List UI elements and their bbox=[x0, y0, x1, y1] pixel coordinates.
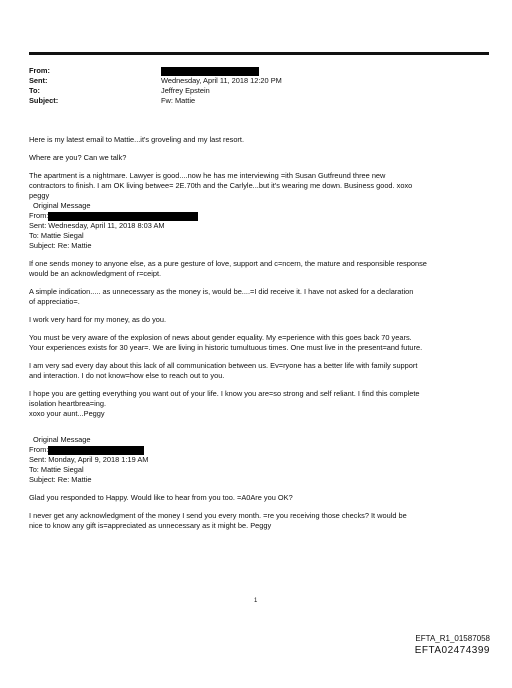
original-subject: Subject: Re: Mattie bbox=[29, 475, 92, 484]
body-line: The apartment is a nightmare. Lawyer is good....now he has me interviewing =ith Susan Gutfreund three new bbox=[29, 171, 386, 180]
body-paragraph: Where are you? Can we talk? bbox=[29, 153, 127, 162]
subject-label: Subject: bbox=[29, 96, 59, 105]
body-line: A simple indication..... as unnecessary as the money is, would be....=I did receive it. I have not asked for a declaration bbox=[29, 287, 414, 296]
original-subject: Subject: Re: Mattie bbox=[29, 241, 92, 250]
body-line: and interaction. I do not know=how else to reach out to you. bbox=[29, 371, 225, 380]
original-from-label: From: bbox=[29, 445, 49, 454]
body-line: nice to know any gift is=appreciated as unnecessary as it might be. Peggy bbox=[29, 521, 272, 530]
page-number: 1 bbox=[254, 598, 258, 604]
body-line: Your experiences exists for 30 year=. We are living in historic tumultuous times. One must live in the present=and future. bbox=[29, 343, 423, 352]
body-line: I hope you are getting everything you want out of your life. I know you are=so strong and self reliant. I find this complete bbox=[29, 389, 420, 398]
from-label: From: bbox=[29, 66, 50, 75]
body-line: contractors to finish. I am OK living betwee= 2E.70th and the Carlyle...but it's wearing me down. Business good. xoxo bbox=[29, 181, 413, 190]
body-line: I never get any acknowledgment of the money I send you every month. =re you receiving those checks? It would be bbox=[29, 511, 407, 520]
body-line: of appreciatio=. bbox=[29, 297, 80, 306]
redaction-bar bbox=[48, 446, 144, 455]
header-divider bbox=[29, 52, 489, 55]
original-from-label: From: bbox=[29, 211, 49, 220]
document-id-2: EFTA02474399 bbox=[414, 645, 490, 656]
body-paragraph: Here is my latest email to Mattie...it's groveling and my last resort. bbox=[29, 135, 244, 144]
body-line: isolation heartbrea=ing. bbox=[29, 399, 107, 408]
original-message-label: Original Message bbox=[33, 435, 91, 444]
body-line: xoxo your aunt...Peggy bbox=[29, 409, 105, 418]
redaction-bar bbox=[48, 212, 198, 221]
body-line: would be an acknowledgment of r=ceipt. bbox=[29, 269, 162, 278]
original-to: To: Mattie Siegal bbox=[29, 231, 84, 240]
document-id-1: EFTA_R1_01587058 bbox=[415, 634, 490, 643]
email-header bbox=[29, 66, 469, 106]
body-line: I am very sad every day about this lack of all communication between us. Ev=ryone has a better life with family support bbox=[29, 361, 418, 370]
body-line: You must be very aware of the explosion of news about gender equality. My e=perience with this goes back 70 years. bbox=[29, 333, 412, 342]
body-paragraph: Glad you responded to Happy. Would like to hear from you too. =A0Are you OK? bbox=[29, 493, 293, 502]
original-sent: Sent: Wednesday, April 11, 2018 8:03 AM bbox=[29, 221, 165, 230]
subject-value: Fw: Mattie bbox=[161, 96, 196, 105]
body-paragraph: I work very hard for my money, as do you. bbox=[29, 315, 167, 324]
body-line: If one sends money to anyone else, as a pure gesture of love, support and c=ncern, the mature and responsible response bbox=[29, 259, 427, 268]
sent-value: Wednesday, April 11, 2018 12:20 PM bbox=[161, 76, 282, 85]
to-value: Jeffrey Epstein bbox=[161, 86, 210, 95]
original-sent: Sent: Monday, April 9, 2018 1:19 AM bbox=[29, 455, 149, 464]
body-line: peggy bbox=[29, 191, 50, 200]
redaction-bar bbox=[161, 67, 259, 76]
original-message-label: Original Message bbox=[33, 201, 91, 210]
to-label: To: bbox=[29, 86, 40, 95]
sent-label: Sent: bbox=[29, 76, 48, 85]
original-to: To: Mattie Siegal bbox=[29, 465, 84, 474]
email-body bbox=[29, 135, 489, 531]
